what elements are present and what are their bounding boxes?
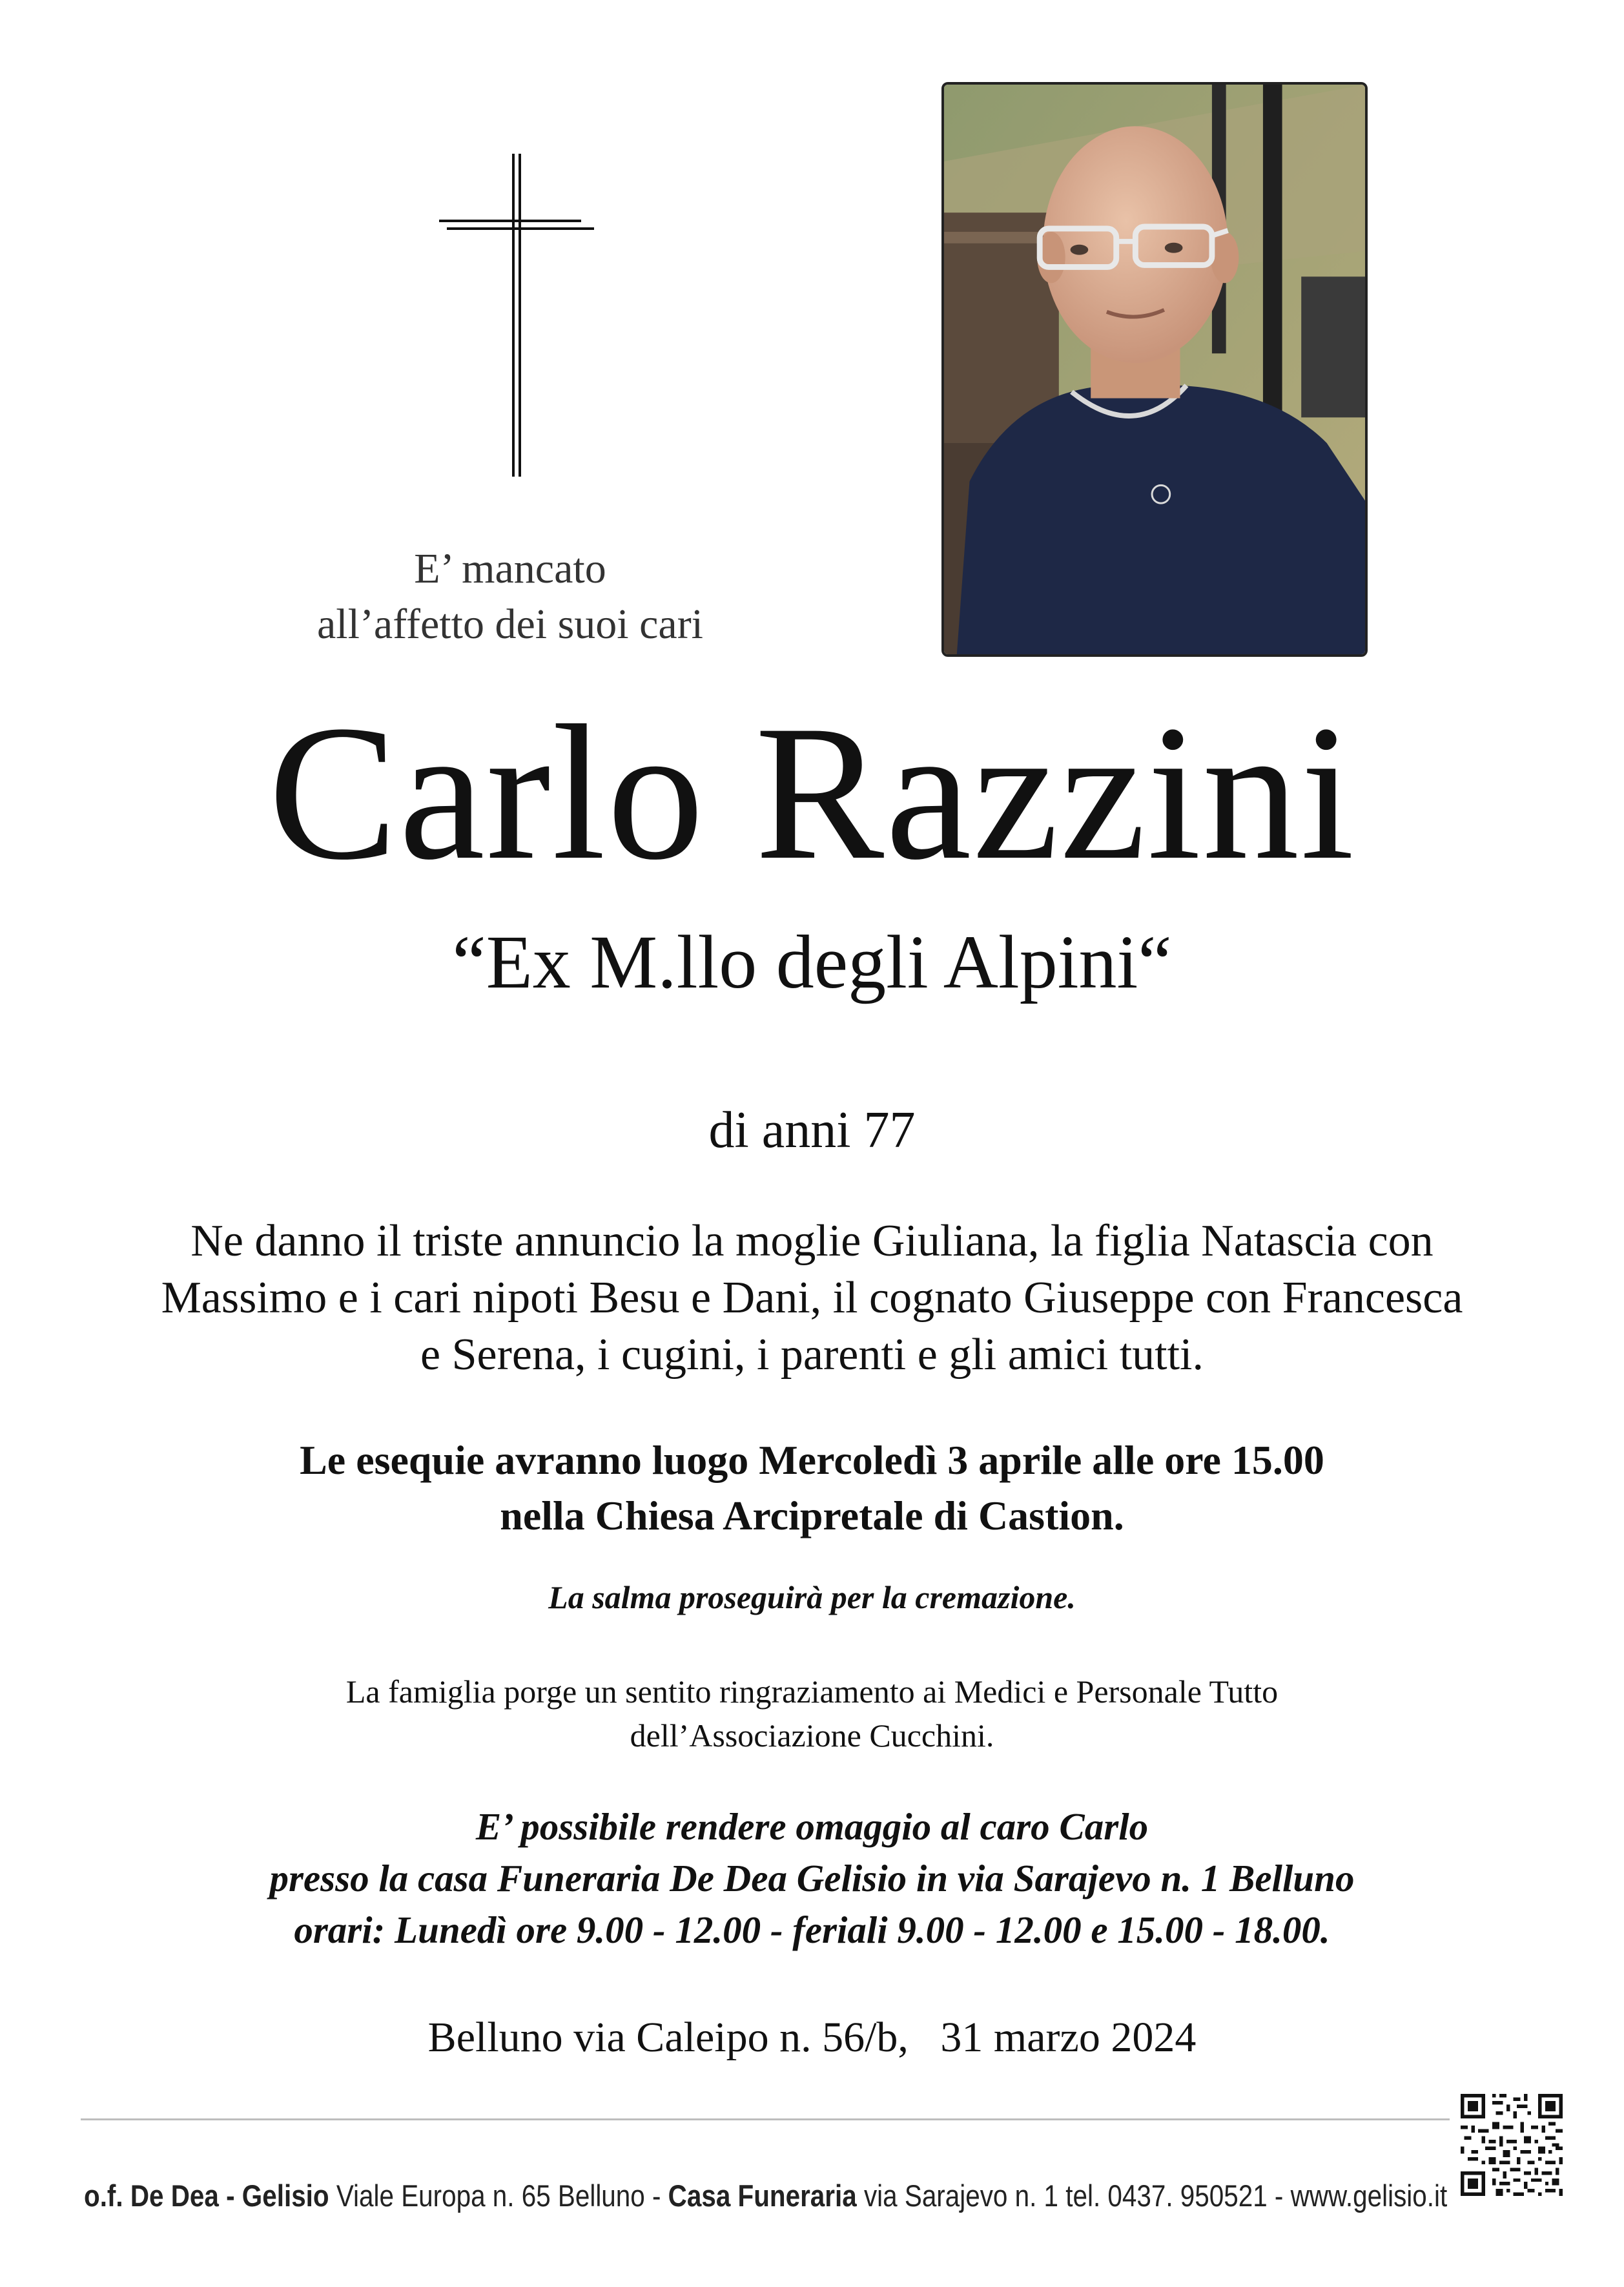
funeral-line: Le esequie avranno luogo Mercoledì 3 aprile alle ore 15.00 bbox=[300, 1437, 1324, 1483]
cross-icon bbox=[439, 154, 594, 477]
homage-line: presso la casa Funeraria De Dea Gelisio in via Sarajevo n. 1 Belluno bbox=[269, 1857, 1355, 1899]
announcement-line: Ne danno il triste annuncio la moglie Giuliana, la figlia Natascia con bbox=[190, 1216, 1434, 1266]
intro-line-2: all’affetto dei suoi cari bbox=[316, 601, 704, 648]
announcement-line: Massimo e i cari nipoti Besu e Dani, il cognato Giuseppe con Francesca bbox=[161, 1273, 1463, 1323]
footer-divider bbox=[81, 2118, 1450, 2120]
funeral-line: nella Chiesa Arcipretale di Castion. bbox=[500, 1493, 1124, 1538]
footer-text bbox=[84, 2170, 1448, 2222]
announcement-line: e Serena, i cugini, i parenti e gli amici tutti. bbox=[420, 1330, 1204, 1380]
deceased-rank: “Ex M.llo degli Alpini“ bbox=[452, 920, 1172, 1004]
thanks-note bbox=[0, 1670, 1624, 1757]
deceased-age: di anni 77 bbox=[708, 1102, 916, 1159]
announcement bbox=[0, 1213, 1624, 1383]
footer-home-address: via Sarajevo n. 1 tel. 0437. 950521 - www.gelisio.it bbox=[856, 2178, 1448, 2213]
qr-code-icon bbox=[1461, 2094, 1563, 2196]
cremation-note: La salma proseguirà per la cremazione. bbox=[548, 1579, 1076, 1615]
deceased-name: Carlo Razzini bbox=[268, 685, 1356, 900]
funeral-info bbox=[0, 1433, 1624, 1544]
place-date: Belluno via Caleipo n. 56/b, 31 marzo 2024 bbox=[427, 2014, 1197, 2061]
intro-text bbox=[245, 541, 775, 652]
footer-company: o.f. De Dea - Gelisio bbox=[84, 2178, 329, 2213]
thanks-line: La famiglia porge un sentito ringraziamento ai Medici e Personale Tutto bbox=[345, 1673, 1279, 1710]
thanks-line: dell’Associazione Cucchini. bbox=[630, 1717, 994, 1754]
homage-info bbox=[0, 1801, 1624, 1956]
footer-company-address: Viale Europa n. 65 Belluno - bbox=[329, 2178, 668, 2213]
intro-line-1: E’ mancato bbox=[414, 545, 606, 592]
homage-line: E’ possibile rendere omaggio al caro Carlo bbox=[475, 1805, 1149, 1848]
homage-line: orari: Lunedì ore 9.00 - 12.00 - feriali 9.00 - 12.00 e 15.00 - 18.00. bbox=[294, 1909, 1330, 1951]
footer-home-label: Casa Funeraria bbox=[668, 2178, 857, 2213]
portrait-photo bbox=[941, 82, 1368, 657]
